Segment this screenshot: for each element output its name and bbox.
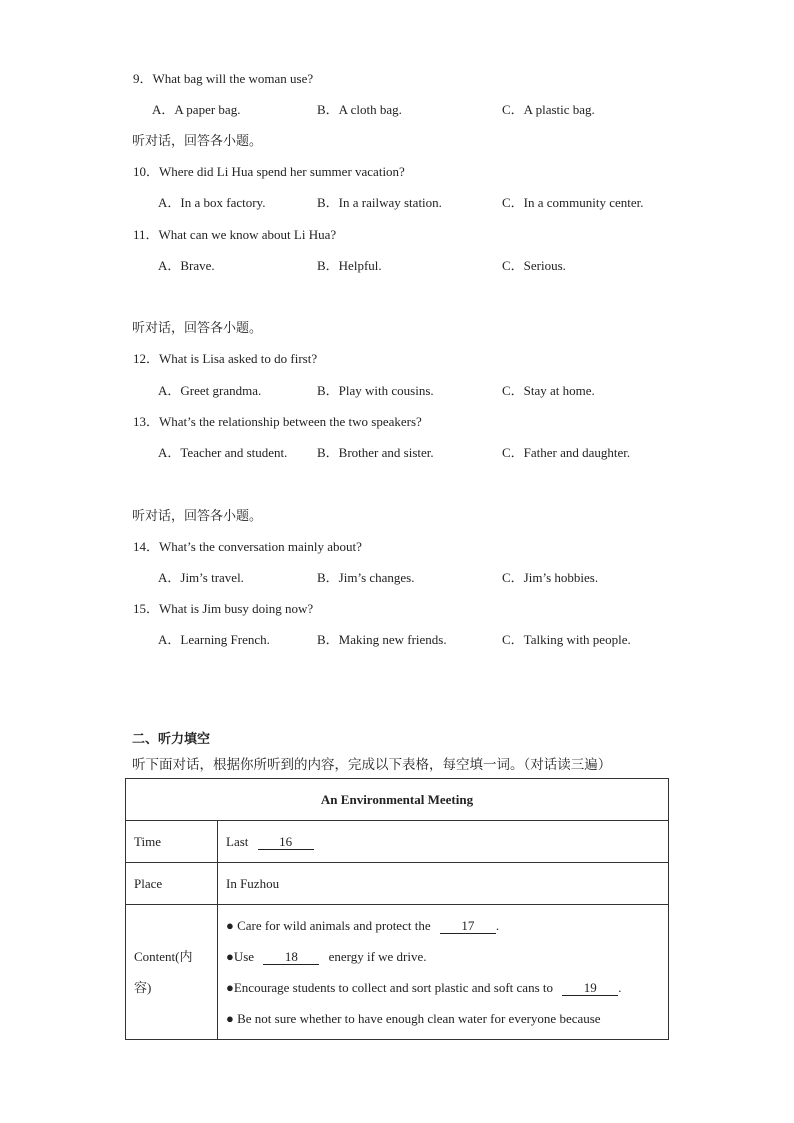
- section-2-instruction: 听下面对话，根据你所听到的内容，完成以下表格，每空填一词。（对话读三遍）: [132, 757, 612, 772]
- q13-option-c: C．Father and daughter.: [502, 445, 631, 460]
- environmental-meeting-table: [125, 778, 669, 1040]
- content-line-3-end: .: [618, 980, 622, 995]
- q10-option-a: A．In a box factory.: [158, 195, 266, 210]
- question-14: 14．What’s the conversation mainly about?: [133, 539, 362, 554]
- section-2-heading: 二、听力填空: [132, 731, 211, 746]
- instruction-a: 听对话，回答各小题。: [132, 133, 263, 148]
- blank-19[interactable]: 19: [562, 981, 618, 996]
- question-13: 13．What’s the relationship between the two speakers?: [133, 414, 422, 429]
- blank-16[interactable]: 16: [258, 835, 314, 850]
- q15-option-a: A．Learning French.: [158, 632, 270, 647]
- table-title-row: [126, 779, 669, 821]
- q10-option-b: B．In a railway station.: [317, 195, 442, 210]
- table-row-content: [126, 905, 669, 1040]
- q9-option-c: C．A plastic bag.: [502, 102, 595, 117]
- time-prefix: Last: [226, 833, 249, 849]
- q14-option-c: C．Jim’s hobbies.: [502, 570, 599, 585]
- q13-option-b: B．Brother and sister.: [317, 445, 434, 460]
- instruction-c: 听对话，回答各小题。: [132, 508, 263, 523]
- table-row-time: [126, 821, 669, 863]
- question-11: 11．What can we know about Li Hua?: [133, 227, 337, 242]
- content-line-3: [226, 972, 660, 1003]
- q12-option-a: A．Greet grandma.: [158, 383, 262, 398]
- content-cell: [218, 905, 669, 1040]
- content-label: Content(内容): [126, 905, 218, 1040]
- table-title: An Environmental Meeting: [126, 779, 669, 821]
- content-line-4: ● Be not sure whether to have enough clean water for everyone because: [226, 1011, 601, 1026]
- q10-option-c: C．In a community center.: [502, 195, 644, 210]
- time-label: Time: [126, 821, 218, 863]
- q11-option-a: A．Brave.: [158, 258, 215, 273]
- q11-option-b: B．Helpful.: [317, 258, 382, 273]
- content-line-2-end: energy if we drive.: [328, 949, 427, 964]
- q13-option-a: A．Teacher and student.: [158, 445, 288, 460]
- q14-option-a: A．Jim’s travel.: [158, 570, 244, 585]
- question-10: 10．Where did Li Hua spend her summer vacation?: [133, 164, 405, 179]
- content-line-1: [226, 910, 660, 941]
- content-line-1-end: .: [495, 918, 500, 933]
- q9-option-b: B．A cloth bag.: [317, 102, 402, 117]
- q14-option-b: B．Jim’s changes.: [317, 570, 415, 585]
- place-value: In Fuzhou: [218, 863, 669, 905]
- q12-option-b: B．Play with cousins.: [317, 383, 434, 398]
- place-label: Place: [126, 863, 218, 905]
- blank-18[interactable]: 18: [263, 950, 319, 965]
- content-line-2-text: ●Use: [226, 949, 255, 964]
- q12-option-c: C．Stay at home.: [502, 383, 595, 398]
- instruction-b: 听对话，回答各小题。: [132, 320, 263, 335]
- content-line-1-text: ● Care for wild animals and protect the: [226, 918, 431, 933]
- question-9: 9．What bag will the woman use?: [133, 71, 314, 86]
- content-line-3-text: ●Encourage students to collect and sort plastic and soft cans to: [226, 980, 553, 995]
- q15-option-b: B．Making new friends.: [317, 632, 447, 647]
- table-row-place: [126, 863, 669, 905]
- time-cell: [218, 821, 669, 863]
- q11-option-c: C．Serious.: [502, 258, 566, 273]
- question-15: 15．What is Jim busy doing now?: [133, 601, 314, 616]
- q15-option-c: C．Talking with people.: [502, 632, 631, 647]
- content-line-2: [226, 941, 660, 972]
- question-12: 12．What is Lisa asked to do first?: [133, 351, 318, 366]
- q9-option-a: A．A paper bag.: [152, 102, 241, 117]
- blank-17[interactable]: 17: [440, 919, 496, 934]
